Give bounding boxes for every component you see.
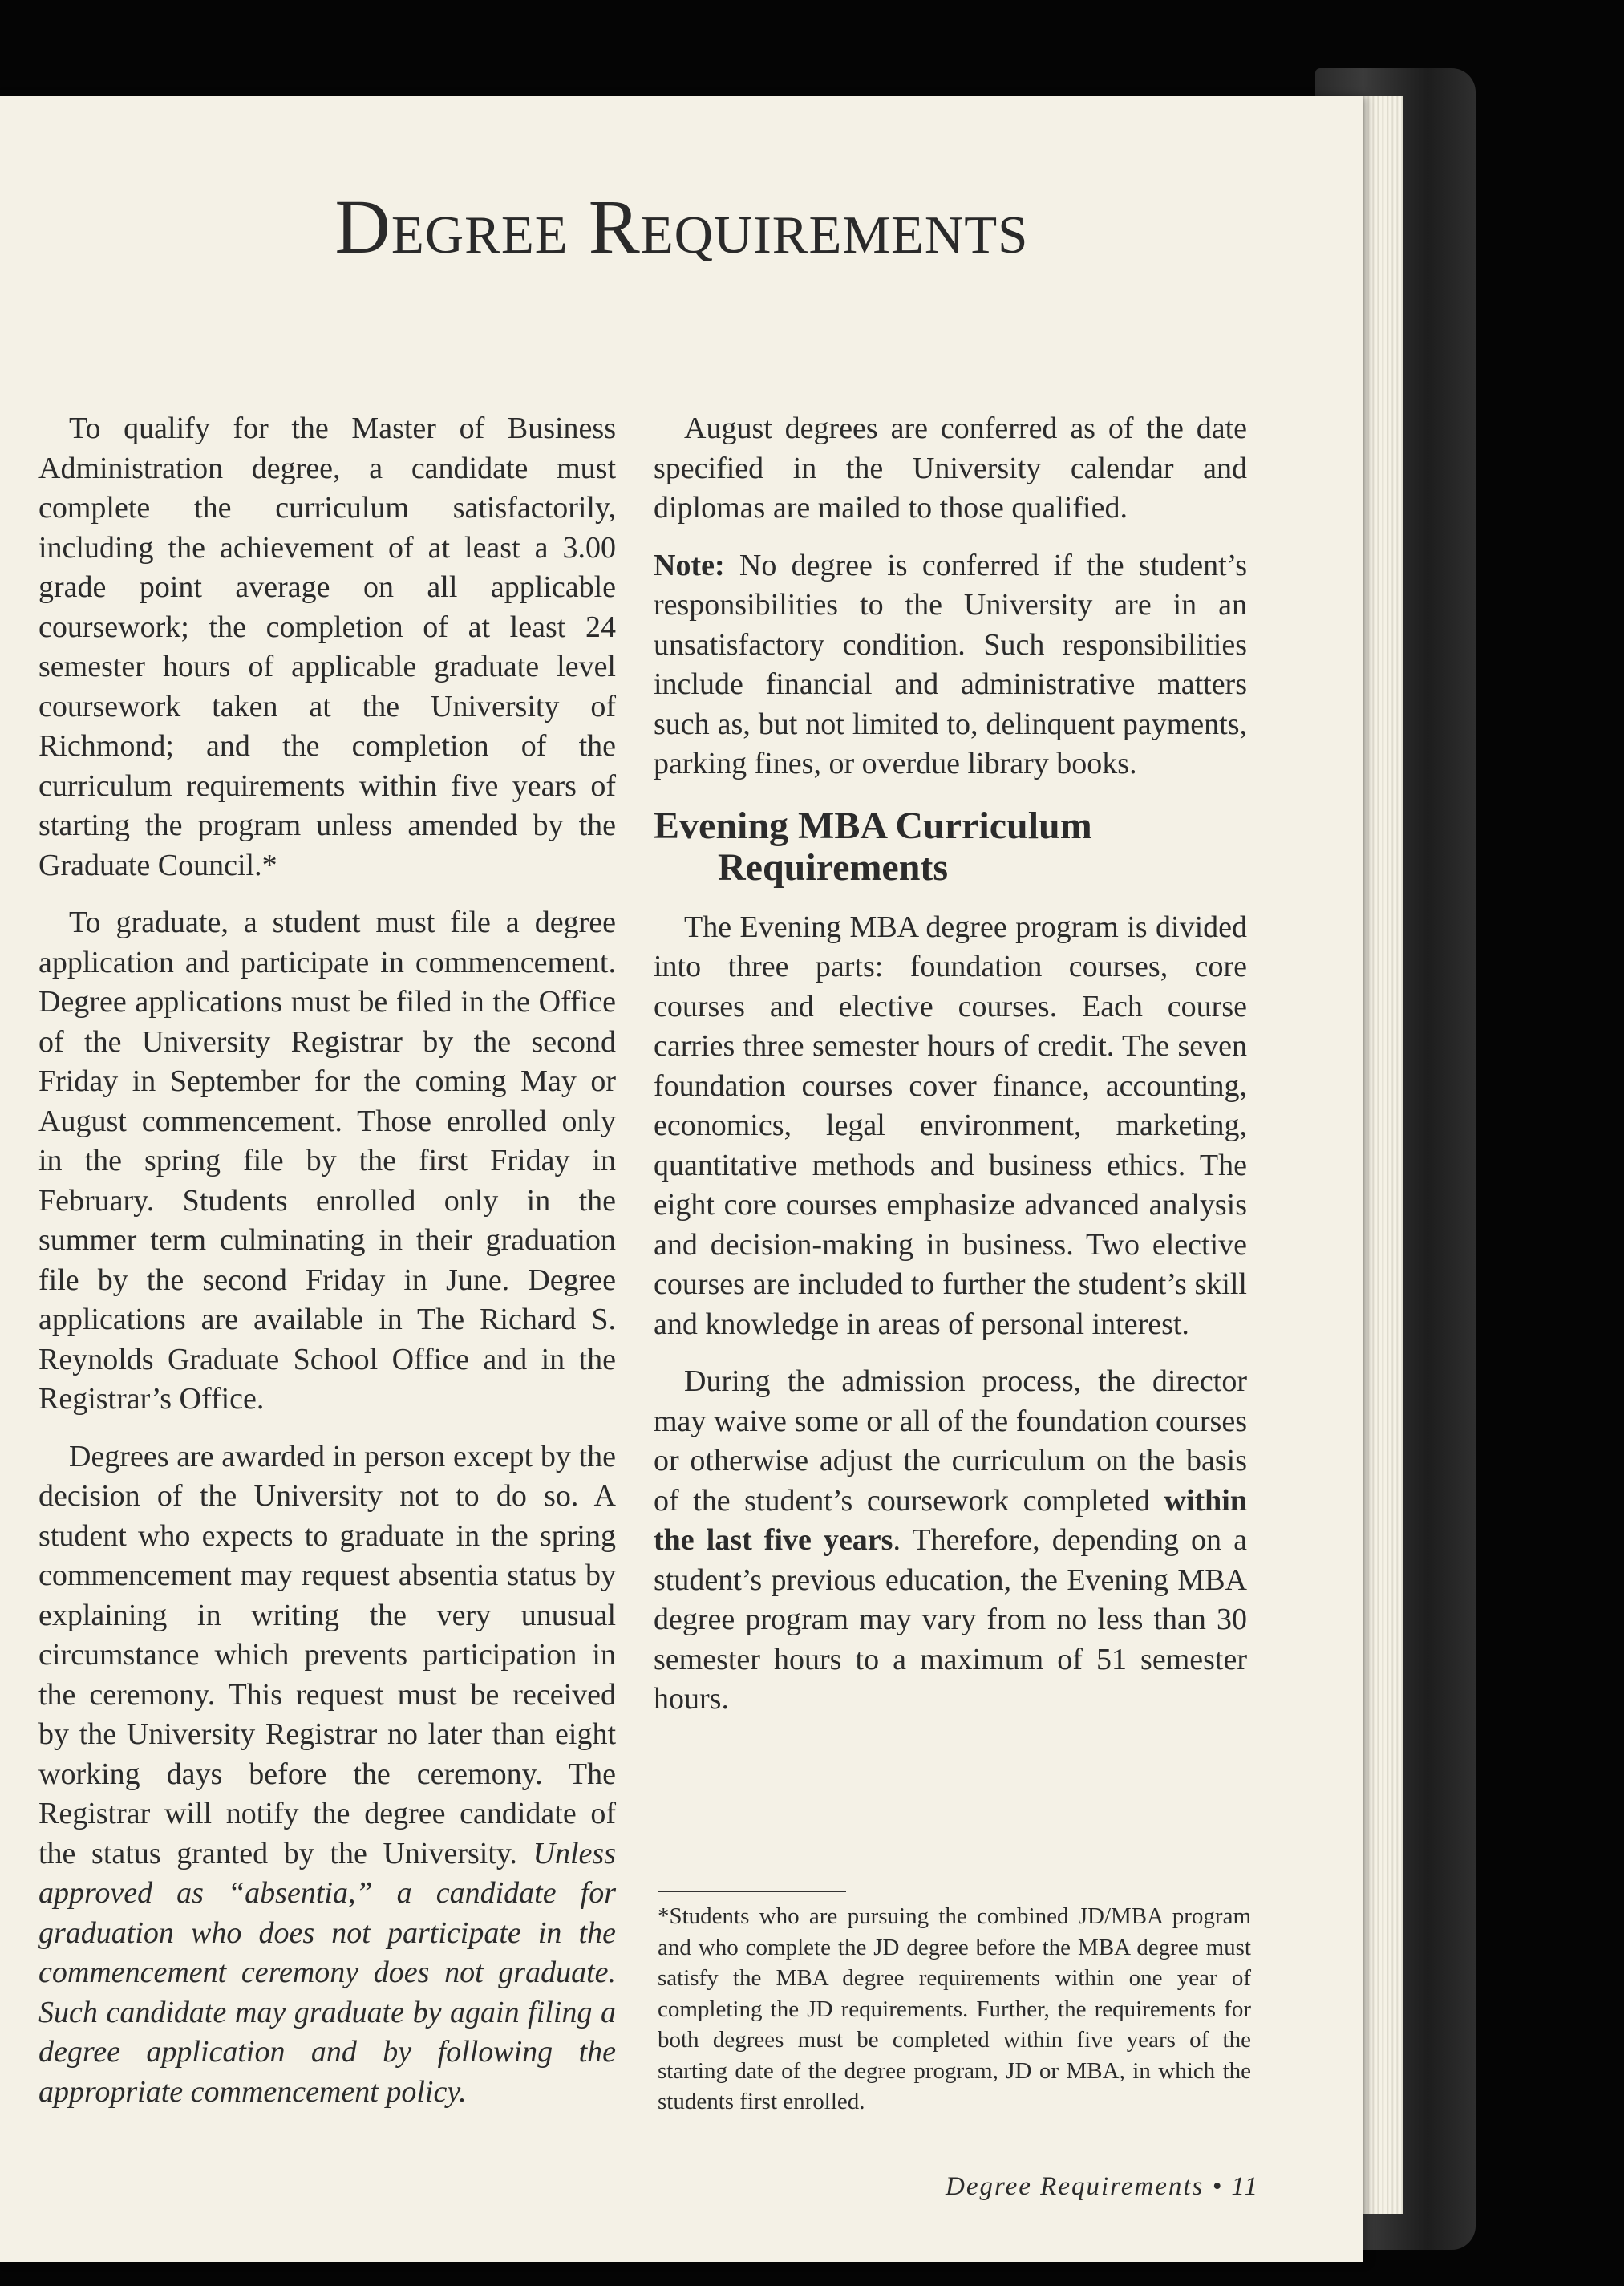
page-title: Degree Requirements — [334, 184, 1029, 270]
note-text: No degree is conferred if the student’s responsibilities to the University are in an unsatisfactory condition. Such responsibilities include financial and administrative matters such as, but not limited to, delinquent payments, parking fines, or overdue library books. — [654, 548, 1248, 780]
august-paragraph: August degrees are conferred as of the date specified in the University calendar and diplomas are mailed to those qualified. — [654, 411, 1247, 525]
admission-text-end: . Therefore, depending on a student’s previous education, the Evening MBA degree program may vary from no less than 30 semester hours to a maximum of 51 semester hours. — [654, 1523, 1247, 1716]
left-column — [38, 409, 616, 2130]
running-footer: Degree Requirements • 11 — [946, 2172, 1259, 2201]
admission-emphasis: within the last five years — [654, 1483, 1247, 1557]
section-heading-line1: Evening MBA Curriculum — [654, 804, 1092, 847]
footnote: *Students who are pursuing the combined JD/MBA program and who complete the JD degree before the MBA degree must satisfy the MBA degree requirements within one year of completing the JD requirements. Further, the requirements for both degrees must be completed within five years of the starting date of the degree program, JD or MBA, in which the students first enrolled. — [658, 1903, 1251, 2114]
admission-text-start: During the admission process, the director may waive some or all of the foundation courses or otherwise adjust the curriculum on the basis of the student’s coursework completed — [654, 1364, 1247, 1518]
absentia-policy-text: Unless approved as “absentia,” a candidate for graduation who does not participate in the commencement ceremony does not graduate. Such candidate may graduate by again filing a degree application and by following the appropriate commencement policy. — [38, 1836, 616, 2109]
awarded-paragraph — [38, 1437, 616, 2113]
qualify-paragraph: To qualify for the Master of Business Administration degree, a candidate must complete the curriculum satisfactorily, including the achievement of at least a 3.00 grade point average on all applicable coursework; the completion of at least 24 semester hours of applicable graduate level coursework taken at the University of Richmond; and the completion of the curriculum requirements within five years of starting the program unless amended by the Graduate Council.* — [38, 411, 616, 882]
footnote-rule — [658, 1891, 846, 1892]
section-heading-line2: Requirements — [718, 845, 949, 889]
awarded-text: Degrees are awarded in person except by the decision of the University not to do so. A student who expects to graduate in the spring commencement may request absentia status by explaining in writing the very unusual circumstance which prevents participation in the ceremony. This request must be received by the University Registrar no later than eight working days before the ceremony. The Registrar will notify the degree candidate of the status granted by the University. — [38, 1439, 616, 1871]
section-heading — [654, 805, 1247, 889]
program-paragraph: The Evening MBA degree program is divided into three parts: foundation courses, core courses and elective courses. Each course carries three semester hours of credit. The seven foundation courses cover finance, accounting, economics, legal environment, marketing, quantitative methods and business ethics. The eight core courses emphasize advanced analysis and decision-making in business. Two elective courses are included to further the student’s skill and knowledge in areas of personal interest. — [654, 910, 1247, 1341]
right-column — [654, 409, 1247, 1737]
note-label: Note: — [654, 548, 725, 582]
note-paragraph — [654, 546, 1247, 784]
graduate-paragraph: To graduate, a student must file a degree application and participate in commencement. Degree applications must be filed in the Office of the University Registrar by the second Friday in September for the coming May or August commencement. Those enrolled only in the spring file by the first Friday in February. Students enrolled only in the summer term culminating in their graduation file by the second Friday in June. Degree applications are available in The Richard S. Reynolds Graduate School Office and in the Registrar’s Office. — [38, 906, 616, 1416]
admission-paragraph — [654, 1362, 1247, 1720]
